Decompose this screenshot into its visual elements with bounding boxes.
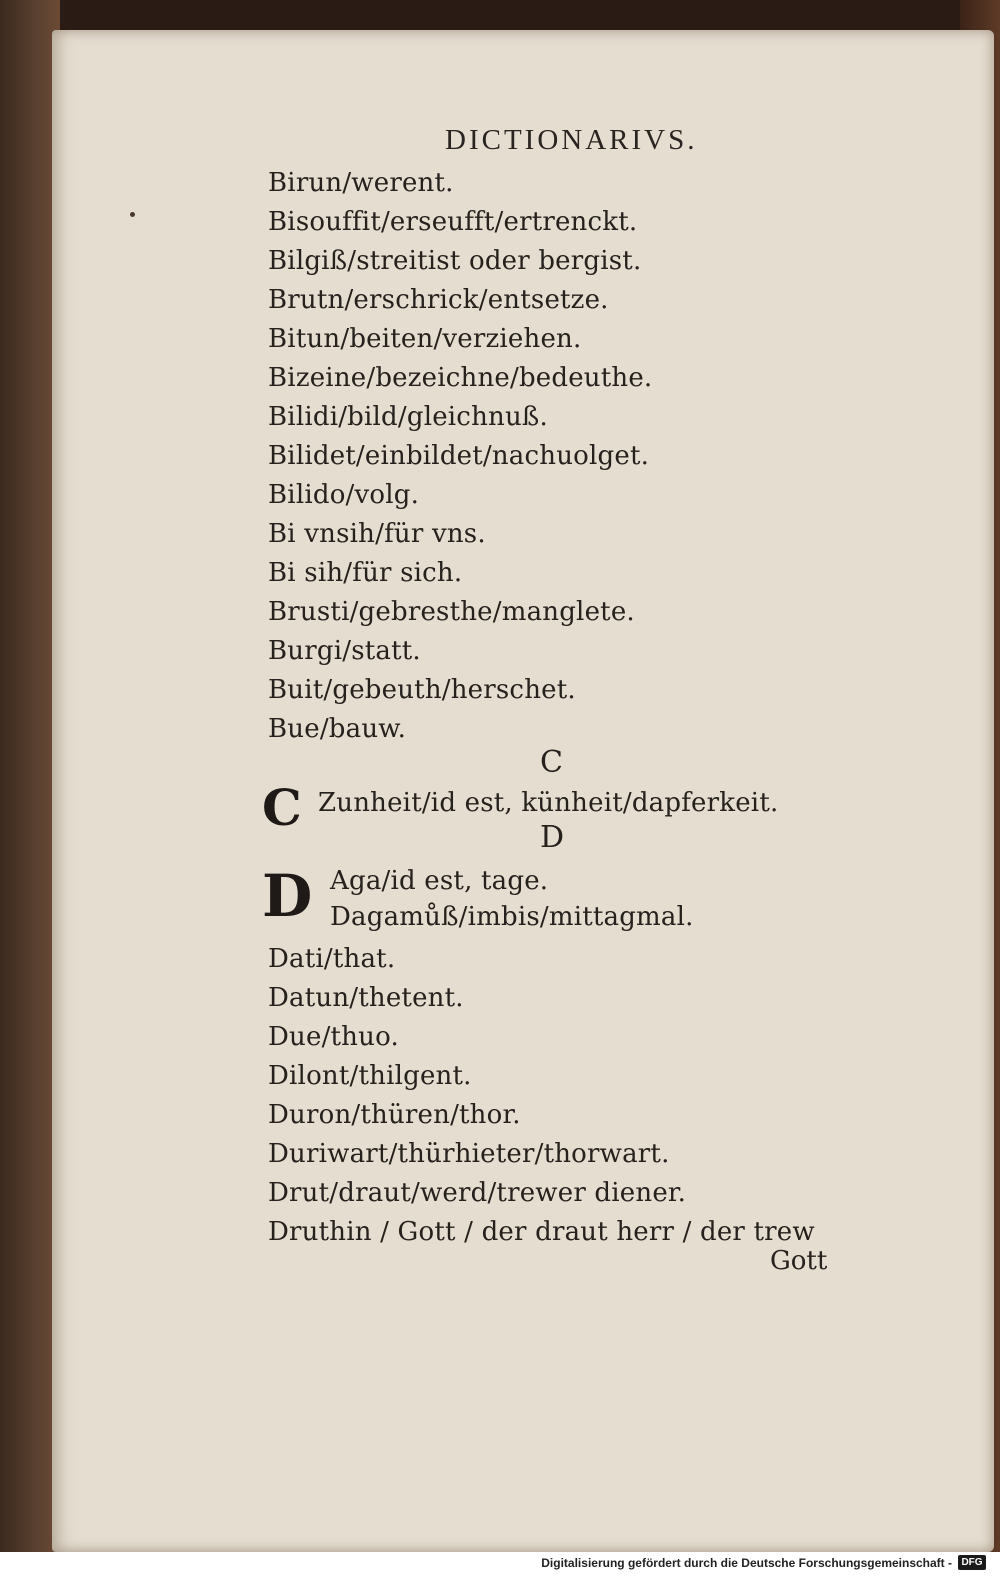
dictionary-entry: Dagamůß/imbis/mittagmal. — [330, 902, 694, 932]
dictionary-entry: Bizeine/bezeichne/bedeuthe. — [268, 363, 653, 393]
dictionary-entry: Bilgiß/streitist oder bergist. — [268, 246, 642, 276]
dictionary-entry: Datun/thetent. — [268, 983, 464, 1013]
margin-ink-spot — [130, 212, 135, 217]
dictionary-entry: Duron/thüren/thor. — [268, 1100, 521, 1130]
dfg-logo: DFG — [958, 1555, 986, 1570]
decorated-initial-c: C — [262, 778, 302, 837]
running-head: DICTIONARIVS. — [445, 124, 698, 156]
dictionary-entry: Bitun/beiten/verziehen. — [268, 324, 582, 354]
dictionary-entry: Zunheit/id est, künheit/dapferkeit. — [318, 788, 779, 818]
dictionary-entry: Burgi/statt. — [268, 636, 421, 666]
dictionary-entry: Bilido/volg. — [268, 480, 420, 510]
decorated-initial-d: D — [262, 862, 313, 930]
funding-notice: Digitalisierung gefördert durch die Deutsche Forschungsgemeinschaft - — [541, 1556, 952, 1570]
dictionary-entry: Dilont/thilgent. — [268, 1061, 472, 1091]
dictionary-entry: Bilidet/einbildet/nachuolget. — [268, 441, 650, 471]
book-binding-left — [0, 0, 60, 1560]
dictionary-entry: Aga/id est, tage. — [330, 866, 549, 896]
dictionary-entry: Buit/gebeuth/herschet. — [268, 675, 576, 705]
dictionary-entry: Duriwart/thürhieter/thorwart. — [268, 1139, 670, 1169]
dictionary-entry: Bisouffit/erseufft/ertrenckt. — [268, 207, 638, 237]
dictionary-entry: Bilidi/bild/gleichnuß. — [268, 402, 548, 432]
dictionary-entry: Brutn/erschrick/entsetze. — [268, 285, 609, 315]
section-heading-d: D — [540, 820, 565, 855]
dictionary-entry: Bue/bauw. — [268, 714, 407, 744]
dictionary-entry: Drut/draut/werd/trewer diener. — [268, 1178, 687, 1208]
dictionary-entry: Druthin / Gott / der draut herr / der trew — [268, 1217, 815, 1247]
dictionary-entry: Brusti/gebresthe/manglete. — [268, 597, 635, 627]
dictionary-entry: Bi vnsih/für vns. — [268, 519, 486, 549]
dictionary-entry: Birun/werent. — [268, 168, 454, 198]
dictionary-entry: Bi sih/für sich. — [268, 558, 463, 588]
dictionary-entry: Dati/that. — [268, 944, 396, 974]
catchword: Gott — [770, 1246, 828, 1276]
dictionary-entry: Due/thuo. — [268, 1022, 399, 1052]
section-heading-c: C — [540, 745, 563, 780]
